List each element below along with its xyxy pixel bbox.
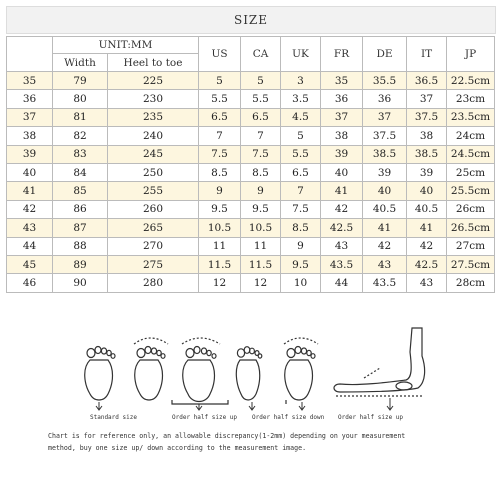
cell-uk: 3 (281, 72, 321, 90)
cell-fr: 44 (321, 274, 363, 292)
cell-us: 9 (199, 182, 241, 200)
cell-fr: 37 (321, 108, 363, 126)
cell-eu-size: 46 (7, 274, 53, 292)
header-uk: UK (281, 37, 321, 72)
header-us: US (199, 37, 241, 72)
header-ca: CA (241, 37, 281, 72)
cell-eu-size: 37 (7, 108, 53, 126)
cell-uk: 7.5 (281, 200, 321, 218)
cell-de: 36 (363, 90, 407, 108)
cell-width: 79 (53, 72, 108, 90)
cell-eu-size: 43 (7, 219, 53, 237)
cell-uk: 6.5 (281, 163, 321, 181)
cell-heel-to-toe: 250 (108, 163, 199, 181)
cell-jp: 28cm (447, 274, 495, 292)
cell-us: 5.5 (199, 90, 241, 108)
disclaimer-line-1: Chart is for reference only, an allowable discrepancy(1-2mm) depending on your measurement (48, 432, 406, 440)
cell-width: 87 (53, 219, 108, 237)
cell-us: 10.5 (199, 219, 241, 237)
cell-de: 40.5 (363, 200, 407, 218)
half-up-foot-icon-3 (284, 338, 318, 400)
foot-diagrams (60, 322, 480, 414)
half-up-foot-icon-1 (134, 338, 168, 400)
size-table-body (7, 72, 495, 293)
cell-ca: 6.5 (241, 108, 281, 126)
cell-de: 38.5 (363, 145, 407, 163)
cell-jp: 23cm (447, 90, 495, 108)
half-up-foot-icon-2 (182, 338, 220, 402)
cell-heel-to-toe: 265 (108, 219, 199, 237)
cell-de: 35.5 (363, 72, 407, 90)
half-down-foot-icon (236, 347, 262, 400)
cell-width: 90 (53, 274, 108, 292)
side-view-foot-icon (334, 328, 425, 396)
cell-heel-to-toe: 240 (108, 127, 199, 145)
cell-width: 89 (53, 255, 108, 273)
cell-width: 83 (53, 145, 108, 163)
table-row (7, 163, 495, 181)
cell-fr: 36 (321, 90, 363, 108)
caption-half-down: Order half size down (252, 414, 325, 421)
cell-jp: 24cm (447, 127, 495, 145)
cell-jp: 23.5cm (447, 108, 495, 126)
header-de: DE (363, 37, 407, 72)
foot-illustration (60, 322, 480, 414)
cell-fr: 39 (321, 145, 363, 163)
cell-heel-to-toe: 235 (108, 108, 199, 126)
cell-jp: 24.5cm (447, 145, 495, 163)
table-row (7, 145, 495, 163)
cell-fr: 40 (321, 163, 363, 181)
cell-us: 5 (199, 72, 241, 90)
header-fr: FR (321, 37, 363, 72)
header-it: IT (407, 37, 447, 72)
cell-fr: 43.5 (321, 255, 363, 273)
cell-eu-size: 45 (7, 255, 53, 273)
caption-half-up-1: Order half size up (172, 414, 238, 421)
cell-jp: 27.5cm (447, 255, 495, 273)
cell-jp: 26cm (447, 200, 495, 218)
cell-us: 11 (199, 237, 241, 255)
cell-it: 37.5 (407, 108, 447, 126)
table-row (7, 90, 495, 108)
cell-eu-size: 41 (7, 182, 53, 200)
cell-uk: 5 (281, 127, 321, 145)
header-jp: JP (447, 37, 495, 72)
cell-it: 40 (407, 182, 447, 200)
cell-de: 43 (363, 255, 407, 273)
cell-eu-size: 35 (7, 72, 53, 90)
cell-jp: 26.5cm (447, 219, 495, 237)
cell-eu-size: 38 (7, 127, 53, 145)
cell-width: 86 (53, 200, 108, 218)
cell-ca: 10.5 (241, 219, 281, 237)
cell-heel-to-toe: 275 (108, 255, 199, 273)
cell-eu-size: 44 (7, 237, 53, 255)
cell-de: 43.5 (363, 274, 407, 292)
cell-de: 41 (363, 219, 407, 237)
group-bracket (172, 400, 286, 404)
cell-de: 40 (363, 182, 407, 200)
cell-fr: 42.5 (321, 219, 363, 237)
caption-standard: Standard size (90, 414, 137, 421)
cell-us: 7.5 (199, 145, 241, 163)
cell-uk: 4.5 (281, 108, 321, 126)
cell-width: 82 (53, 127, 108, 145)
cell-de: 37 (363, 108, 407, 126)
cell-heel-to-toe: 280 (108, 274, 199, 292)
table-row (7, 237, 495, 255)
cell-uk: 3.5 (281, 90, 321, 108)
cell-us: 8.5 (199, 163, 241, 181)
cell-us: 12 (199, 274, 241, 292)
cell-ca: 5 (241, 72, 281, 90)
table-row (7, 108, 495, 126)
cell-it: 36.5 (407, 72, 447, 90)
cell-us: 11.5 (199, 255, 241, 273)
cell-it: 37 (407, 90, 447, 108)
cell-ca: 11 (241, 237, 281, 255)
cell-it: 43 (407, 274, 447, 292)
standard-foot-icon (85, 347, 115, 401)
header-blank-cell (7, 37, 53, 72)
cell-eu-size: 40 (7, 163, 53, 181)
cell-ca: 8.5 (241, 163, 281, 181)
cell-width: 80 (53, 90, 108, 108)
header-heel-to-toe: Heel to toe (108, 54, 199, 72)
cell-it: 39 (407, 163, 447, 181)
disclaimer-note (48, 430, 488, 454)
cell-uk: 9.5 (281, 255, 321, 273)
header-unit: UNIT:MM (53, 37, 199, 54)
cell-ca: 7.5 (241, 145, 281, 163)
cell-width: 85 (53, 182, 108, 200)
cell-uk: 5.5 (281, 145, 321, 163)
cell-ca: 9.5 (241, 200, 281, 218)
size-table (6, 36, 495, 293)
cell-ca: 9 (241, 182, 281, 200)
cell-us: 7 (199, 127, 241, 145)
cell-it: 42 (407, 237, 447, 255)
cell-heel-to-toe: 245 (108, 145, 199, 163)
table-row (7, 255, 495, 273)
table-row (7, 72, 495, 90)
cell-fr: 42 (321, 200, 363, 218)
cell-eu-size: 39 (7, 145, 53, 163)
caption-half-up-3: Order half size up (338, 414, 404, 421)
cell-jp: 27cm (447, 237, 495, 255)
size-title: SIZE (6, 6, 496, 34)
cell-heel-to-toe: 270 (108, 237, 199, 255)
cell-uk: 7 (281, 182, 321, 200)
cell-width: 88 (53, 237, 108, 255)
cell-heel-to-toe: 225 (108, 72, 199, 90)
cell-de: 37.5 (363, 127, 407, 145)
header-row-units (7, 37, 495, 54)
cell-jp: 22.5cm (447, 72, 495, 90)
down-arrow-icons (96, 398, 393, 410)
cell-fr: 41 (321, 182, 363, 200)
header-width: Width (53, 54, 108, 72)
cell-ca: 5.5 (241, 90, 281, 108)
cell-fr: 38 (321, 127, 363, 145)
cell-heel-to-toe: 230 (108, 90, 199, 108)
cell-it: 42.5 (407, 255, 447, 273)
cell-width: 84 (53, 163, 108, 181)
cell-us: 9.5 (199, 200, 241, 218)
cell-ca: 12 (241, 274, 281, 292)
cell-heel-to-toe: 255 (108, 182, 199, 200)
cell-uk: 10 (281, 274, 321, 292)
cell-us: 6.5 (199, 108, 241, 126)
cell-eu-size: 36 (7, 90, 53, 108)
cell-heel-to-toe: 260 (108, 200, 199, 218)
cell-uk: 9 (281, 237, 321, 255)
cell-jp: 25.5cm (447, 182, 495, 200)
table-row (7, 127, 495, 145)
cell-ca: 7 (241, 127, 281, 145)
cell-fr: 43 (321, 237, 363, 255)
cell-it: 38.5 (407, 145, 447, 163)
cell-it: 41 (407, 219, 447, 237)
cell-ca: 11.5 (241, 255, 281, 273)
table-row (7, 182, 495, 200)
cell-de: 42 (363, 237, 407, 255)
cell-eu-size: 42 (7, 200, 53, 218)
cell-uk: 8.5 (281, 219, 321, 237)
cell-jp: 25cm (447, 163, 495, 181)
cell-it: 40.5 (407, 200, 447, 218)
table-row (7, 219, 495, 237)
cell-width: 81 (53, 108, 108, 126)
cell-de: 39 (363, 163, 407, 181)
cell-it: 38 (407, 127, 447, 145)
disclaimer-line-2: method, buy one size up/ down according to the measurement image. (48, 444, 307, 452)
cell-fr: 35 (321, 72, 363, 90)
table-row (7, 274, 495, 292)
table-row (7, 200, 495, 218)
